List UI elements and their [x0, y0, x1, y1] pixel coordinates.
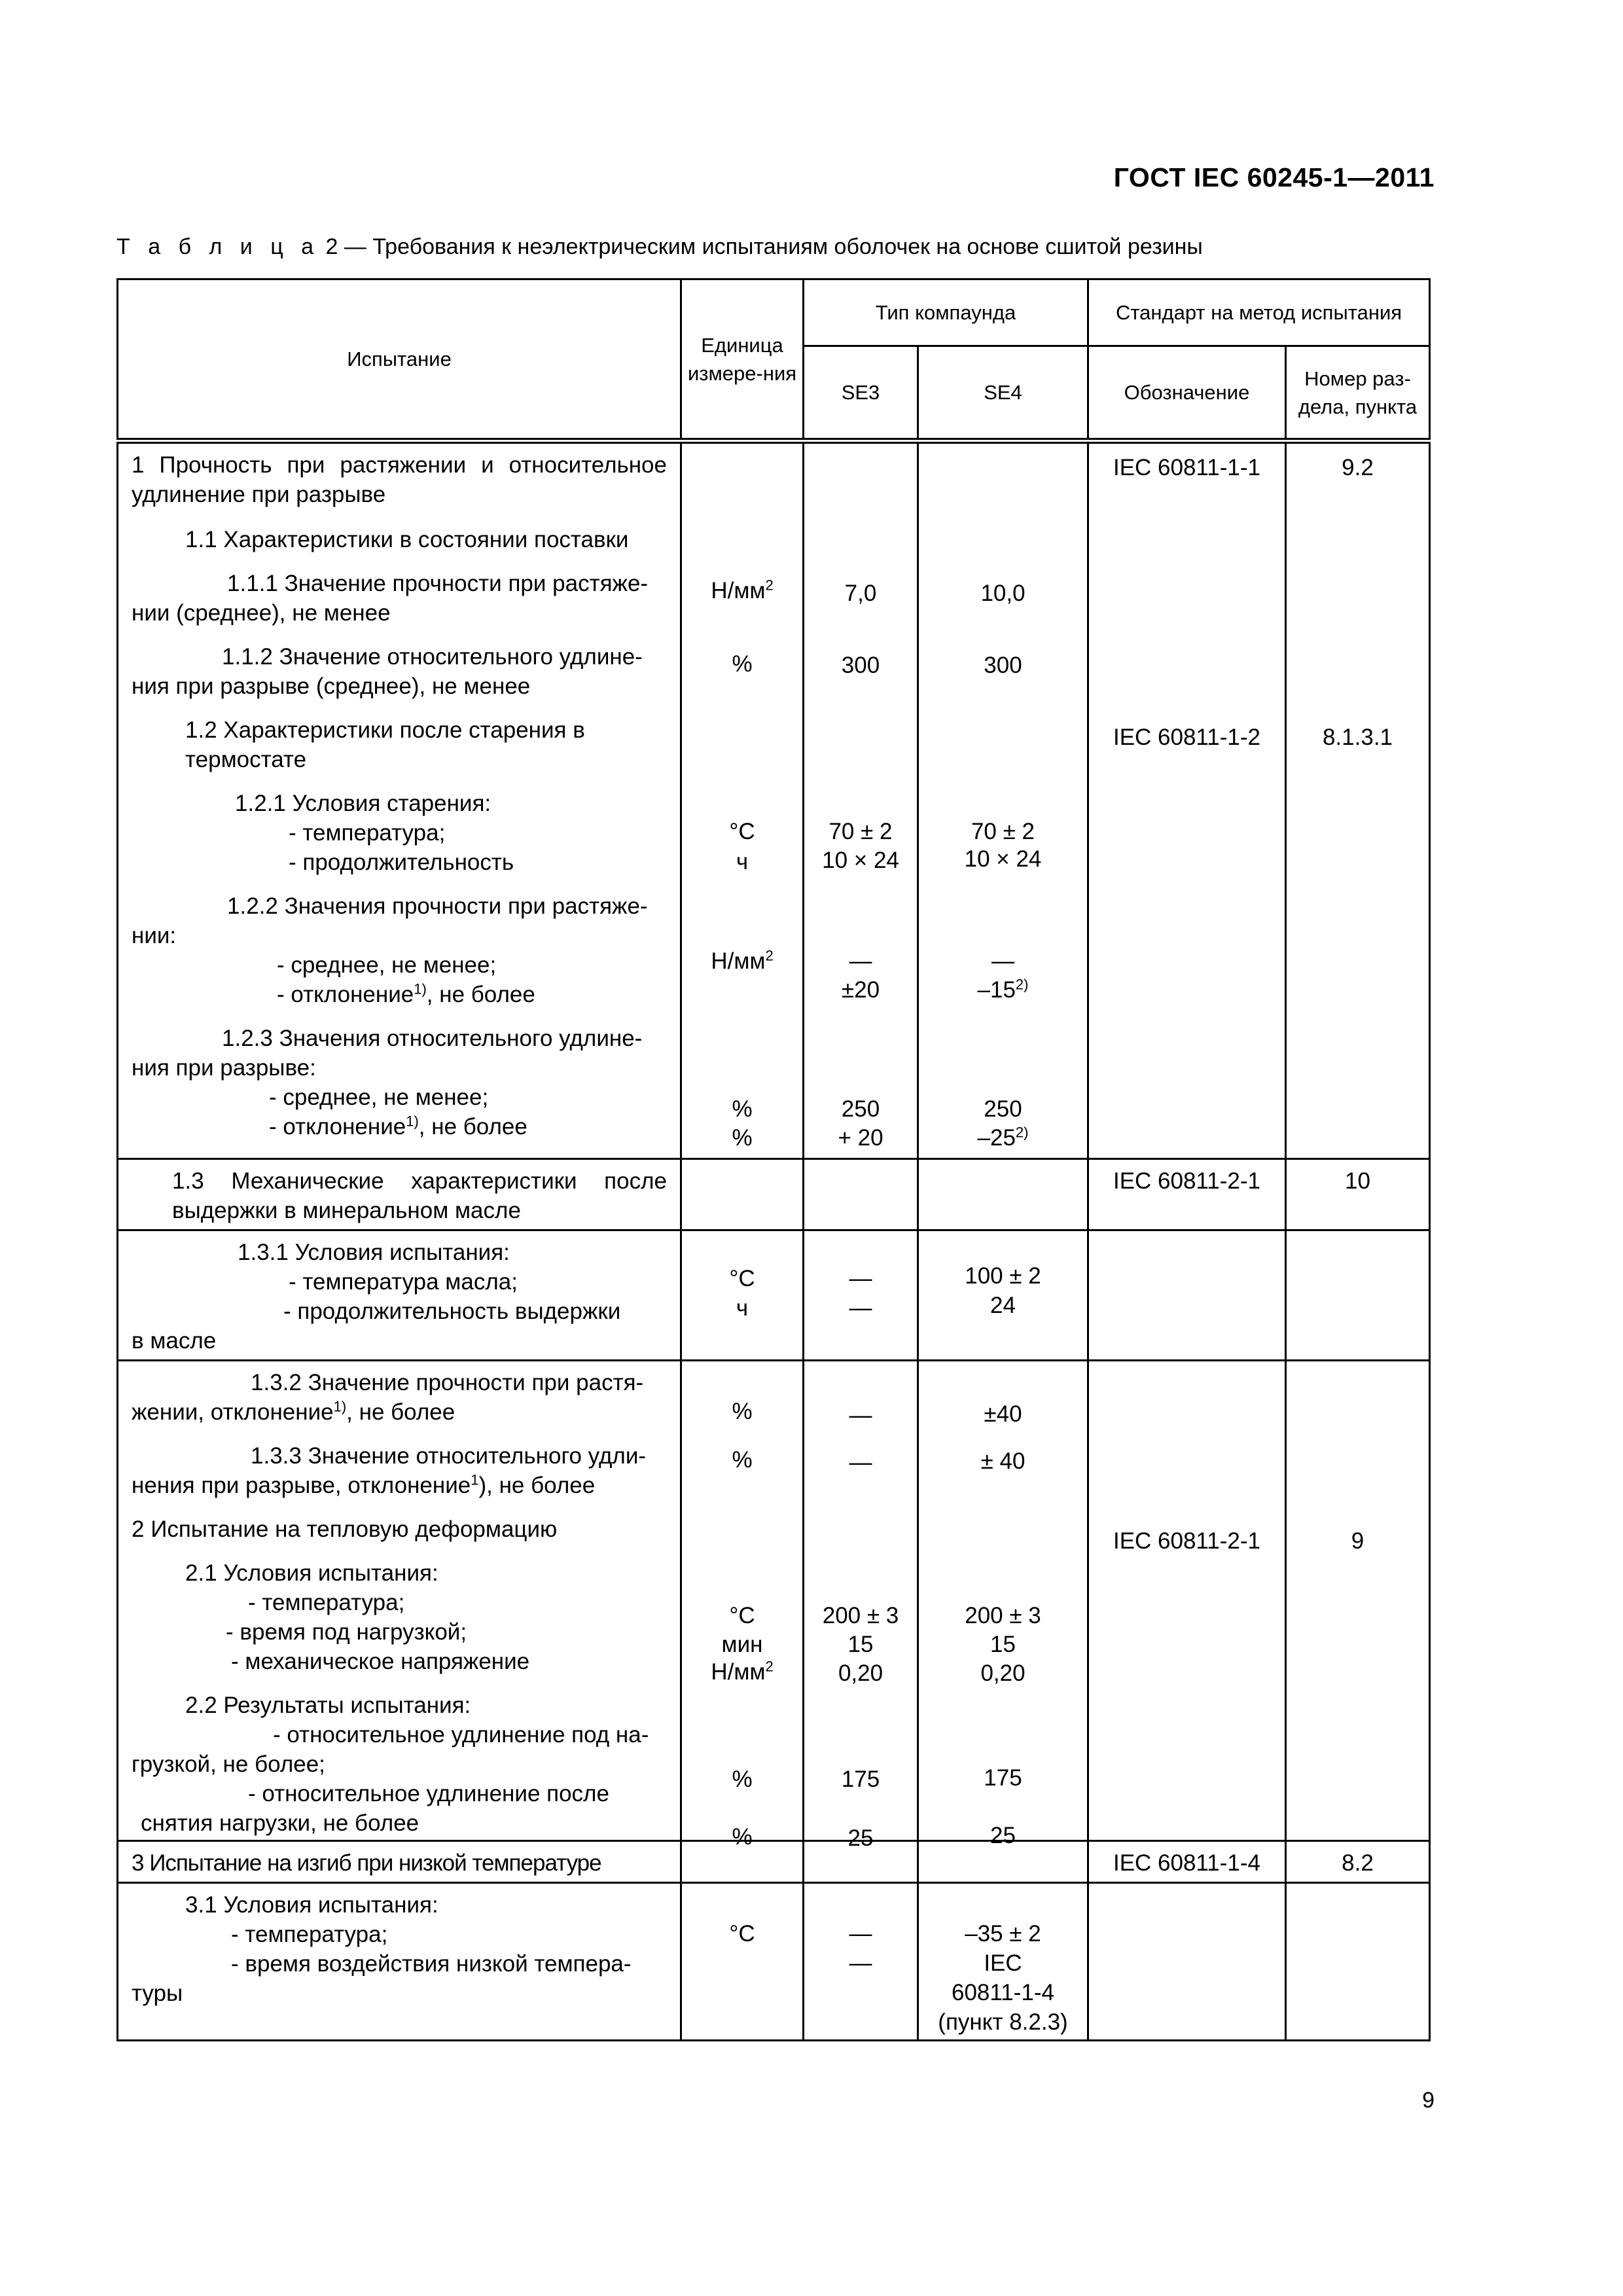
row-1-2-1-line1: - температура;: [289, 820, 446, 846]
row-1-3-1-se4-temp: 100 ± 2: [965, 1263, 1041, 1289]
row-1-2-3-se4-dev: –25$^{2)}$: [977, 1124, 1029, 1151]
row-1-2-3-title-b: ния при разрыве:: [132, 1055, 316, 1081]
row-1-2-3-unit1: %: [732, 1096, 753, 1122]
row-2-2-se4-after: 25: [990, 1823, 1016, 1848]
row-3-1-line1: - температура;: [231, 1922, 388, 1947]
row-1-2-3-se3-mean: 250: [841, 1096, 880, 1122]
row-1-2-2-title-b: нии:: [132, 923, 177, 948]
row-3-1-se4-temp: –35 ± 2: [965, 1921, 1041, 1946]
row-1-2-3-unit2: %: [732, 1125, 753, 1151]
row-1-3-1-line3: в масле: [132, 1328, 217, 1354]
row-1-2-2-line1: - среднее, не менее;: [277, 952, 497, 978]
row-1-3-section: 10: [1286, 1159, 1430, 1230]
row-2-1-unit1: °С: [729, 1603, 755, 1628]
row-1-1-2-se3: 300: [841, 653, 880, 678]
row-2-1-se3-temp: 200 ± 3: [822, 1603, 899, 1628]
row-1-1-2-title-a: 1.1.2 Значение относительного удлине-: [222, 644, 643, 670]
row-1-2-1-se4-temp: 70 ± 2: [971, 819, 1035, 844]
row-1-2-3-line1: - среднее, не менее;: [269, 1085, 489, 1110]
row-2-1-line3: - механическое напряжение: [231, 1649, 530, 1674]
row-2-2-line1a: - относительное удлинение под на-: [273, 1722, 649, 1748]
row-2-1-se4-temp: 200 ± 3: [965, 1603, 1041, 1628]
col-header-section: Номер раз-дела, пункта: [1286, 346, 1430, 441]
row-3-1-se3-time: —: [849, 1950, 872, 1976]
row-2-1-se3-stress: 0,20: [838, 1660, 883, 1686]
row-3-1-se4-std-num: 60811-1-4: [952, 1980, 1054, 2005]
row-2-2-se4-load: 175: [984, 1765, 1022, 1791]
row-2-1-title: 2.1 Условия испытания:: [185, 1560, 438, 1586]
row-1-3-3-title-a: 1.3.3 Значение относительного удли-: [251, 1443, 647, 1469]
row-1-2-section: 8.1.3.1: [1322, 725, 1393, 750]
row-1-3-title: 1.3 Механические характеристики после выдержки в минеральном масле: [172, 1168, 667, 1223]
row-1-1-1-se4: 10,0: [980, 581, 1026, 606]
row-1-2-1-se3-temp: 70 ± 2: [829, 819, 893, 844]
row-1-3-1-unit2: ч: [736, 1295, 749, 1321]
page-number: 9: [1422, 2088, 1435, 2113]
row-2-2-unit1: %: [732, 1767, 753, 1792]
row-1-title: 1 Прочность при растяжении и относительное удлинение при разрыве: [132, 452, 667, 507]
caption-number: 2: [325, 234, 338, 259]
row-1-2-2-line2: - отклонение$^{1)}$, не более: [277, 980, 535, 1007]
row-1-2-2-se3-mean: —: [849, 948, 872, 974]
row-1-1-1-se3: 7,0: [844, 581, 877, 606]
row-1-2-2-se3-dev: ±20: [841, 977, 880, 1003]
row-3-standard: IEC 60811-1-4: [1088, 1841, 1286, 1883]
row-2-1-se4-time: 15: [990, 1632, 1016, 1657]
caption-title: — Требования к неэлектрическим испытаниям оболочек на основе сшитой резины: [344, 234, 1203, 259]
table-row: [118, 441, 1430, 1159]
caption-prefix: Т а б л и ц а: [116, 234, 320, 259]
row-1-1-2-se4: 300: [984, 653, 1022, 678]
row-2-1-unit2: мин: [721, 1632, 763, 1657]
row-2-title: 2 Испытание на тепловую деформацию: [132, 1516, 558, 1542]
row-3-1-title: 3.1 Условия испытания:: [185, 1892, 438, 1918]
row-1-1-title: 1.1 Характеристики в состоянии поставки: [185, 527, 629, 552]
row-1-2-2-se4-dev: –15$^{2)}$: [977, 976, 1029, 1003]
row-3-1-line2a: - время воздействия низкой темпера-: [231, 1951, 632, 1977]
row-3-1-se4-clause: (пункт 8.2.3): [938, 2009, 1068, 2035]
row-2-1-line1: - температура;: [248, 1590, 405, 1615]
row-1-3-3-unit: %: [732, 1447, 753, 1473]
row-1-1-1-title-a: 1.1.1 Значение прочности при растяже-: [227, 571, 649, 596]
col-header-compound: Тип компаунда: [804, 279, 1088, 346]
table-caption: [116, 234, 1203, 260]
row-1-3-1-se3-temp: —: [849, 1266, 872, 1291]
row-1-3-1-line1: - температура масла;: [289, 1269, 518, 1295]
row-2-2-se3-after: 25: [847, 1825, 874, 1851]
row-1-2-3-line2: - отклонение$^{1)}$, не более: [269, 1113, 527, 1139]
row-3-1-se4-std: IEC: [984, 1950, 1022, 1976]
row-1-3-2-title-a: 1.3.2 Значение прочности при растя-: [251, 1370, 644, 1395]
row-2-1-se4-stress: 0,20: [980, 1660, 1026, 1686]
col-header-designation: Обозначение: [1088, 346, 1286, 441]
row-2-1-line2: - время под нагрузкой;: [226, 1619, 467, 1645]
row-2-1-unit3: $Н/мм^2$: [711, 1658, 774, 1685]
row-1-2-standard: IEC 60811-1-2: [1113, 725, 1261, 750]
row-1-1-1-title-b: нии (среднее), не менее: [132, 600, 391, 626]
row-1-2-1-line2: - продолжительность: [289, 850, 514, 875]
row-2-2-line1b: грузкой, не более;: [132, 1751, 325, 1777]
row-2-section: 9: [1351, 1528, 1364, 1554]
col-header-se4: SE4: [918, 346, 1088, 441]
row-2-1-se3-time: 15: [847, 1632, 874, 1657]
row-2-2-se3-load: 175: [841, 1767, 880, 1792]
col-header-standard: Стандарт на метод испытания: [1088, 279, 1430, 346]
row-1-2-1-unit2: ч: [736, 849, 749, 874]
row-1-2-2-title-a: 1.2.2 Значения прочности при растяже-: [227, 893, 648, 919]
row-1-2-3-se4-mean: 250: [984, 1096, 1022, 1122]
document-id: ГОСТ IEC 60245-1—2011: [1113, 162, 1435, 192]
row-1-2-3-se3-dev: + 20: [838, 1125, 883, 1151]
table-row: [118, 1159, 1430, 1230]
row-1-3-1-se3-time: —: [849, 1295, 872, 1321]
row-3-1-se3-temp: —: [849, 1921, 872, 1946]
row-1-2-1-se3-time: 10 × 24: [822, 848, 899, 873]
row-1-3-2-se4: ±40: [984, 1401, 1022, 1427]
row-2-2-line2a: - относительное удлинение после: [248, 1781, 609, 1806]
row-1-2-title: 1.2 Характеристики после старения в термостате: [185, 717, 585, 772]
col-header-se3: SE3: [804, 346, 918, 441]
row-1-1-2-unit: %: [732, 651, 753, 677]
row-1-3-1-line2: - продолжительность выдержки: [283, 1299, 621, 1324]
requirements-table: [116, 278, 1431, 2041]
row-2-2-unit2: %: [732, 1824, 753, 1850]
row-1-3-1-unit1: °С: [729, 1266, 755, 1291]
table-row: [118, 1361, 1430, 1841]
row-1-standard: IEC 60811-1-1: [1113, 455, 1261, 480]
row-1-3-3-se3: —: [849, 1450, 872, 1475]
row-1-2-1-se4-time: 10 × 24: [964, 846, 1042, 872]
row-1-3-3-title-b: нения при разрыве, отклонение$^1$), не более: [132, 1471, 596, 1498]
row-1-3-standard: IEC 60811-2-1: [1088, 1159, 1286, 1230]
row-1-3-2-title-b: жении, отклонение$^{1)}$, не более: [132, 1398, 455, 1425]
row-2-standard: IEC 60811-2-1: [1113, 1528, 1261, 1554]
table-row: [118, 1230, 1430, 1361]
row-1-3-1-title: 1.3.1 Условия испытания:: [238, 1240, 510, 1265]
row-1-2-2-unit: $Н/мм^2$: [711, 947, 774, 974]
row-1-2-3-title-a: 1.2.3 Значения относительного удлине-: [222, 1026, 643, 1051]
row-1-1-1-unit: $Н/мм^2$: [711, 577, 774, 603]
table-row: [118, 1883, 1430, 2041]
row-3-title: 3 Испытание на изгиб при низкой температуре: [132, 1850, 601, 1876]
row-3-1-unit1: °С: [729, 1921, 755, 1946]
col-header-test: Испытание: [118, 279, 681, 441]
row-1-2-1-unit1: °С: [729, 819, 755, 844]
row-1-2-1-title: 1.2.1 Условия старения:: [235, 791, 491, 816]
row-1-2-2-se4-mean: —: [991, 948, 1014, 974]
row-1-1-2-title-b: ния при разрыве (среднее), не менее: [132, 673, 531, 699]
row-1-3-2-se3: —: [849, 1403, 872, 1428]
row-1-3-1-se4-time: 24: [990, 1293, 1016, 1318]
row-3-section: 8.2: [1286, 1841, 1430, 1883]
col-header-unit: Единица измере-ния: [681, 279, 804, 441]
row-1-3-2-unit: %: [732, 1399, 753, 1424]
row-1-3-3-se4: ± 40: [980, 1448, 1026, 1474]
row-3-1-line2b: туры: [132, 1981, 183, 2006]
row-2-2-title: 2.2 Результаты испытания:: [185, 1693, 471, 1718]
row-2-2-line2b: снятия нагрузки, не более: [141, 1810, 419, 1836]
row-1-section: 9.2: [1342, 455, 1374, 480]
